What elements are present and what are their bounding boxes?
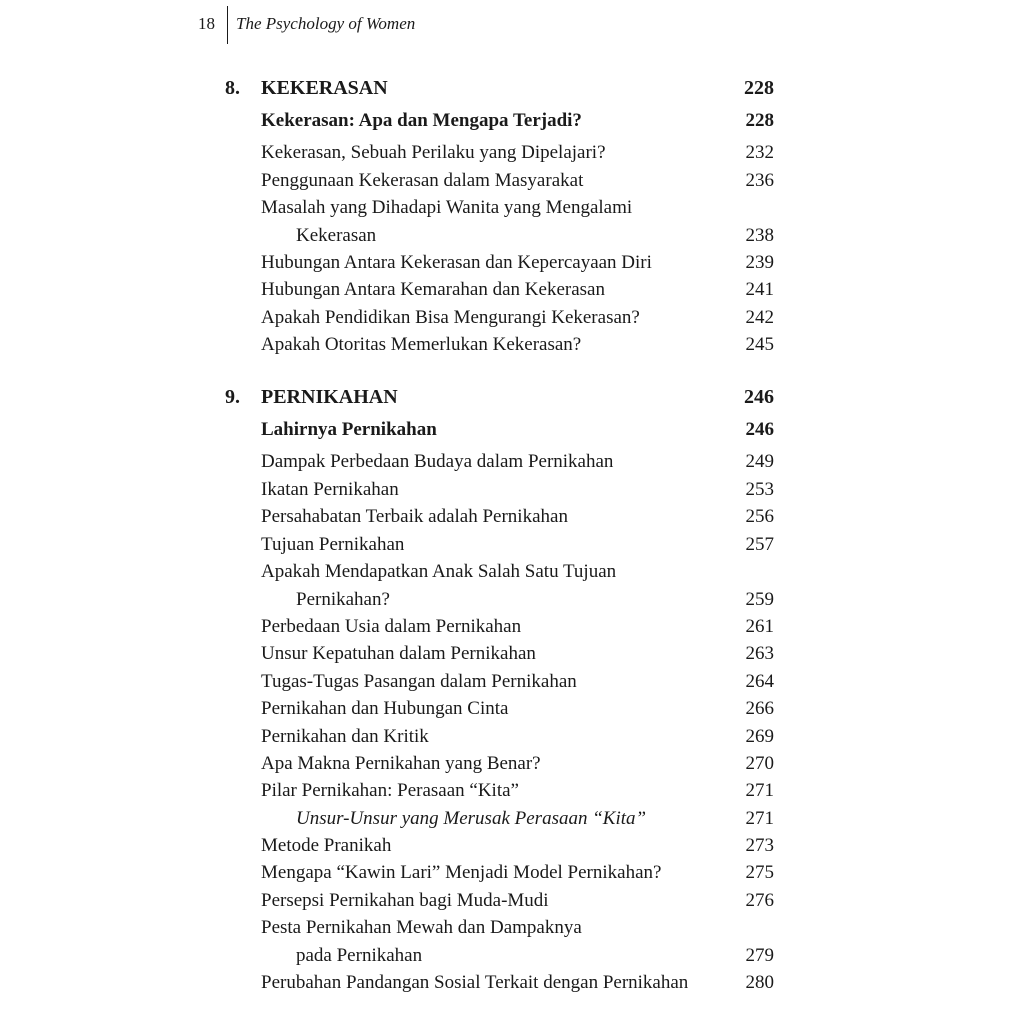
toc-entry <box>261 223 774 249</box>
toc-entry-title: Masalah yang Dihadapi Wanita yang Mengalami <box>261 197 633 218</box>
toc-entry <box>261 970 774 996</box>
toc-entry-title: Mengapa “Kawin Lari” Menjadi Model Pernikahan? <box>261 862 662 883</box>
chapter-number: 8. <box>225 77 240 99</box>
toc-entry <box>261 614 774 640</box>
toc-entry-page: 271 <box>745 808 774 829</box>
toc-entry-page: 275 <box>745 862 774 883</box>
chapter-number: 9. <box>225 386 240 408</box>
toc-entry-page: 270 <box>745 753 774 774</box>
toc-entry-page: 276 <box>745 890 774 911</box>
toc-entry <box>261 778 774 804</box>
toc-entry <box>261 833 774 859</box>
toc-entry-title: KEKERASAN <box>261 77 388 99</box>
chapter-heading <box>225 75 774 101</box>
toc-entry-title: Pilar Pernikahan: Perasaan “Kita” <box>261 780 519 801</box>
toc-entry-page: 259 <box>745 589 774 610</box>
chapter-heading <box>225 384 774 410</box>
toc-entry-title: Apa Makna Pernikahan yang Benar? <box>261 753 541 774</box>
toc-entry <box>261 449 774 475</box>
toc-entry-title: Kekerasan: Apa dan Mengapa Terjadi? <box>261 110 582 131</box>
toc-entry <box>261 168 774 194</box>
toc-entry-page: 228 <box>745 110 774 131</box>
toc-entry-title: Penggunaan Kekerasan dalam Masyarakat <box>261 170 584 191</box>
toc-entry-title: Pernikahan dan Hubungan Cinta <box>261 698 509 719</box>
toc-entry-title: Pernikahan? <box>296 589 390 610</box>
toc-entry <box>261 477 774 503</box>
toc-entry-title: Apakah Mendapatkan Anak Salah Satu Tujuan <box>261 561 617 582</box>
toc-entry-page: 245 <box>745 334 774 355</box>
section-heading <box>261 108 774 134</box>
toc-entry-page: 261 <box>745 616 774 637</box>
toc-entry-title: Hubungan Antara Kekerasan dan Kepercayaan Diri <box>261 252 652 273</box>
toc-entry-title: Tugas-Tugas Pasangan dalam Pernikahan <box>261 671 577 692</box>
toc-entry-title: Apakah Otoritas Memerlukan Kekerasan? <box>261 334 582 355</box>
toc-entry-page: 271 <box>745 780 774 801</box>
toc-entry-title: Hubungan Antara Kemarahan dan Kekerasan <box>261 279 605 300</box>
toc-entry-page: 236 <box>745 170 774 191</box>
toc-entry-title: Pernikahan dan Kritik <box>261 726 429 747</box>
header-divider <box>227 6 228 44</box>
toc-entry-page: 232 <box>745 142 774 163</box>
toc-entry <box>261 140 774 166</box>
toc-entry <box>261 587 774 613</box>
toc-entry-title: Ikatan Pernikahan <box>261 479 399 500</box>
toc-entry-page: 263 <box>745 643 774 664</box>
toc-entry <box>261 277 774 303</box>
toc-entry-title: Persepsi Pernikahan bagi Muda-Mudi <box>261 890 549 911</box>
toc-entry-page: 279 <box>745 945 774 966</box>
toc-entry-title: Apakah Pendidikan Bisa Mengurangi Kekerasan? <box>261 307 640 328</box>
toc-entry <box>261 860 774 886</box>
section-heading <box>261 417 774 443</box>
toc-entry-title: Perubahan Pandangan Sosial Terkait dengan Pernikahan <box>261 972 689 993</box>
toc-entry-page: 228 <box>744 77 774 99</box>
toc-entry-title: Persahabatan Terbaik adalah Pernikahan <box>261 506 568 527</box>
toc-entry <box>261 806 774 832</box>
toc-entry <box>261 559 774 585</box>
toc-entry <box>261 332 774 358</box>
toc-entry <box>261 696 774 722</box>
toc-entry-title: Unsur Kepatuhan dalam Pernikahan <box>261 643 536 664</box>
toc-entry-page: 257 <box>745 534 774 555</box>
toc-entry <box>261 641 774 667</box>
toc-entry <box>261 943 774 969</box>
toc-entry-page: 280 <box>745 972 774 993</box>
toc-entry-page: 256 <box>745 506 774 527</box>
toc-entry <box>261 250 774 276</box>
toc-entry-title: Lahirnya Pernikahan <box>261 419 437 440</box>
toc-entry-title: Pesta Pernikahan Mewah dan Dampaknya <box>261 917 582 938</box>
toc-entry-title: Dampak Perbedaan Budaya dalam Pernikahan <box>261 451 614 472</box>
toc-entry-title: Kekerasan <box>296 225 377 246</box>
toc-entry-title: pada Pernikahan <box>296 945 423 966</box>
toc-entry-page: 241 <box>745 279 774 300</box>
toc-entry-page: 246 <box>745 419 774 440</box>
toc-entry <box>261 915 774 941</box>
toc-entry <box>261 195 774 221</box>
running-title: The Psychology of Women <box>236 14 416 33</box>
page-number: 18 <box>198 14 215 33</box>
toc-entry-page: 246 <box>744 386 774 408</box>
toc-entry-title: Metode Pranikah <box>261 835 392 856</box>
toc-entry-title: Perbedaan Usia dalam Pernikahan <box>261 616 522 637</box>
toc-entry <box>261 751 774 777</box>
toc-entry <box>261 888 774 914</box>
toc-entry-page: 273 <box>745 835 774 856</box>
toc-entry-page: 266 <box>745 698 774 719</box>
toc-entry-title: Kekerasan, Sebuah Perilaku yang Dipelajari? <box>261 142 606 163</box>
toc-entry <box>261 504 774 530</box>
toc-entry <box>261 669 774 695</box>
toc-entry-page: 239 <box>745 252 774 273</box>
toc-entry-page: 253 <box>745 479 774 500</box>
toc-entry-page: 249 <box>745 451 774 472</box>
toc-entry <box>261 532 774 558</box>
toc-entry-page: 264 <box>745 671 774 692</box>
toc-entry-title: PERNIKAHAN <box>261 386 398 408</box>
toc-entry-page: 269 <box>745 726 774 747</box>
toc-entry <box>261 724 774 750</box>
running-header <box>0 0 1024 50</box>
toc-entry-title: Unsur-Unsur yang Merusak Perasaan “Kita” <box>296 808 647 829</box>
toc-entry-page: 242 <box>745 307 774 328</box>
toc-entry <box>261 305 774 331</box>
toc-entry-title: Tujuan Pernikahan <box>261 534 405 555</box>
toc-entry-page: 238 <box>745 225 774 246</box>
